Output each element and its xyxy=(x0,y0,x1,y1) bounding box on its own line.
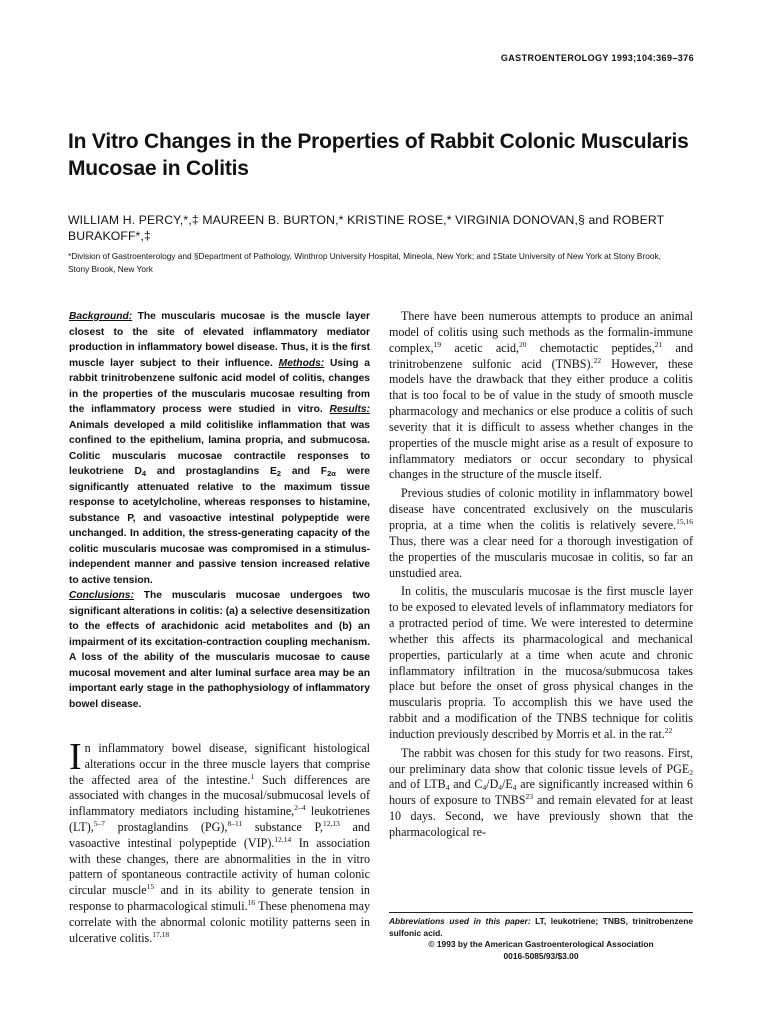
citation: 22 xyxy=(593,355,602,365)
abstract-methods-text: Using a rabbit trinitrobenzene sulfonic acid model of colitis, changes in the properties of the muscularis mucosae resulting from the inflammatory process were studied in vitro. xyxy=(69,357,370,415)
subscript: 4 xyxy=(141,469,147,478)
affiliations: *Division of Gastroenterology and §Department of Pathology, Winthrop University Hospital, Mineola, New York; and ‡State University of New York at Stony Brook, Stony Brook, New York xyxy=(68,251,661,274)
subscript: 4 xyxy=(482,783,487,793)
abstract-conclusions-text: The muscularis mucosae undergoes two significant alterations in colitis: (a) a selective desensitization to the effects of arachidonic acid metabolites and (b) an impairment of its excitation-contraction coupling mechanism. A loss of the ability of the muscularis mucosae to cause mucosal movement and alter luminal surface area may be an important early stage in the pathophysiology of inflammatory bowel disease. xyxy=(69,590,370,710)
article-title: In Vitro Changes in the Properties of Rabbit Colonic Muscularis Mucosae in Colitis xyxy=(68,130,689,180)
body-text: are significantly increased within 6 hours of exposure to TNBS xyxy=(389,777,693,808)
body-text: and trinitrobenzene sulfonic acid (TNBS). xyxy=(389,340,693,371)
body-text: The rabbit was chosen for this study for two reasons. First, our preliminary data show that colonic tissue levels of PGE xyxy=(389,745,693,776)
abstract-results-text: and prostaglandins E xyxy=(146,466,277,477)
body-text: There have been numerous attempts to produce an animal model of colitis using such methods as the formalin-immune complex, xyxy=(389,309,693,355)
introduction-paragraph xyxy=(69,736,371,946)
abbreviations-note xyxy=(389,916,693,939)
body-text: and in its ability to generate tension in response to pharmacological stimuli. xyxy=(69,883,370,913)
body-paragraph xyxy=(389,309,693,483)
citation: 17,18 xyxy=(152,929,170,939)
citation: 16 xyxy=(247,897,256,907)
body-text: Thus, there was a clear need for a thorough investigation of the properties of the muscularis mucosae in colitis, so far an unstudied area. xyxy=(389,533,693,580)
body-text: and vasoactive intestinal polypeptide (VIP). xyxy=(69,819,370,850)
citation: 22 xyxy=(664,725,673,735)
citation: 5–7 xyxy=(93,818,105,828)
abbreviations-text: LT, leukotriene; TNBS, trinitrobenzene sulfonic acid. xyxy=(389,916,693,938)
subscript: 4 xyxy=(498,783,503,793)
abstract-conclusions-label: Conclusions: xyxy=(69,590,134,601)
citation: 15 xyxy=(146,882,155,892)
subscript: 2 xyxy=(276,469,282,478)
subscript: 4 xyxy=(445,783,450,793)
body-text: In association with these changes, there are abnormalities in the in vitro pattern of spontaneous contractile activity of human colonic circular muscle xyxy=(69,835,371,898)
citation: 8–11 xyxy=(227,818,243,828)
abstract-results-text: Animals developed a mild colitislike inflammation that was confined to the epithelium, lamina propria, and submucosa. Colitic muscularis mucosae contractile responses to leukotriene D xyxy=(69,419,370,477)
body-paragraph xyxy=(389,584,693,742)
body-text: prostaglandins (PG), xyxy=(105,819,228,834)
journal-header: GASTROENTEROLOGY 1993;104:369–376 xyxy=(500,53,694,63)
citation: 23 xyxy=(525,792,533,802)
body-text: n inflammatory bowel disease, significant histological alterations occur in the three muscle layers that comprise the affected area of the intestine. xyxy=(69,741,370,787)
body-text: leukotrienes (LT), xyxy=(69,804,370,834)
body-text: acetic acid, xyxy=(441,340,520,355)
abstract-results-text: and F xyxy=(281,466,328,477)
body-text: However, these models have the drawback that they either produce a colitis that is too focal to be of value in the study of smooth muscle pharmacology and mechanics or else produce a colitis of such severity that it is difficult to assess whether changes in the properties of the muscle might arise as a result of exposure to inflammatory mediators or occur secondary to physical changes in the structure of the muscle itself. xyxy=(389,356,693,482)
abstract-background-text: The muscularis mucosae is the muscle layer closest to the site of elevated inflammatory mediator production in inflammatory bowel disease. Thus, it is the first muscle layer subject to their influence. xyxy=(69,311,370,369)
subscript: 2α xyxy=(327,469,336,478)
body-text: In colitis, the muscularis mucosae is the first muscle layer to be exposed to elevated levels of inflammatory mediators for a protracted period of time. We were interested to determine whether this affects its pharmacological and mechanical properties, particularly at a time when acute and chronic inflammatory infiltration in the mucosa/submucosa takes place but before the onset of gross physical changes in the muscularis propria. To accomplish this we have used the rabbit and a modification of the TNBS technique for colitis induction previously described by Morris et al. in the rat. xyxy=(389,584,693,741)
body-paragraph xyxy=(389,486,693,581)
body-text: Previous studies of colonic motility in inflammatory bowel disease have concentrated exclusively on the muscularis propria, at a time when the colitis is relatively severe. xyxy=(389,486,693,532)
body-text: chemotactic peptides, xyxy=(526,340,655,355)
body-text: substance P, xyxy=(242,819,323,834)
subscript: 2 xyxy=(689,767,693,777)
subscript: 4 xyxy=(512,783,517,793)
abstract xyxy=(69,309,370,712)
footnote-rule xyxy=(389,912,693,913)
abstract-results-label: Results: xyxy=(329,404,370,415)
article-code: 0016-5085/93/$3.00 xyxy=(503,950,579,961)
citation: 15,16 xyxy=(676,516,693,526)
citation: 2–4 xyxy=(294,803,306,813)
right-column xyxy=(389,309,693,844)
body-text: Such differences are associated with changes in the mucosal/submucosal levels of inflammatory mediators including histamine, xyxy=(69,772,371,819)
author-list: WILLIAM H. PERCY,*,‡ MAUREEN B. BURTON,* KRISTINE ROSE,* VIRGINIA DONOVAN,§ and ROBERT BURAKOFF*,‡ xyxy=(68,213,665,243)
body-text: /E xyxy=(502,777,513,792)
body-text: and C xyxy=(449,777,483,792)
citation: 20 xyxy=(519,339,527,349)
body-text: These phenomena may correlate with the abnormal colonic motility patterns seen in ulcerative colitis. xyxy=(69,898,370,945)
citation: 19 xyxy=(433,339,442,349)
body-text: and of LTB xyxy=(389,777,446,792)
abstract-background-label: Background: xyxy=(69,311,133,322)
citation: 1 xyxy=(250,771,255,781)
body-paragraph xyxy=(389,746,693,841)
drop-cap: I xyxy=(69,736,82,778)
abbreviations-label: Abbreviations used in this paper: xyxy=(389,916,531,926)
abstract-results-text: were significantly attenuated relative to the maximum tissue response to acetylcholine, whereas responses to histamine, substance P, and vasoactive intestinal polypeptide were unchanged. In addition, the stress-generating capacity of the colitic muscularis mucosae was compromised in a stimulus-independent manner and passive tension increased relative to active tension. xyxy=(69,466,371,586)
body-text: /D xyxy=(486,777,499,792)
footnote xyxy=(389,912,693,962)
copyright-line: © 1993 by the American Gastroenterological Association xyxy=(428,939,654,950)
body-text: and remain elevated for at least 10 days. Second, we have previously shown that the pharmacological re- xyxy=(389,793,693,839)
citation: 12,13 xyxy=(322,818,340,828)
citation: 12,14 xyxy=(274,834,292,844)
abstract-methods-label: Methods: xyxy=(278,357,325,369)
citation: 21 xyxy=(654,339,663,349)
